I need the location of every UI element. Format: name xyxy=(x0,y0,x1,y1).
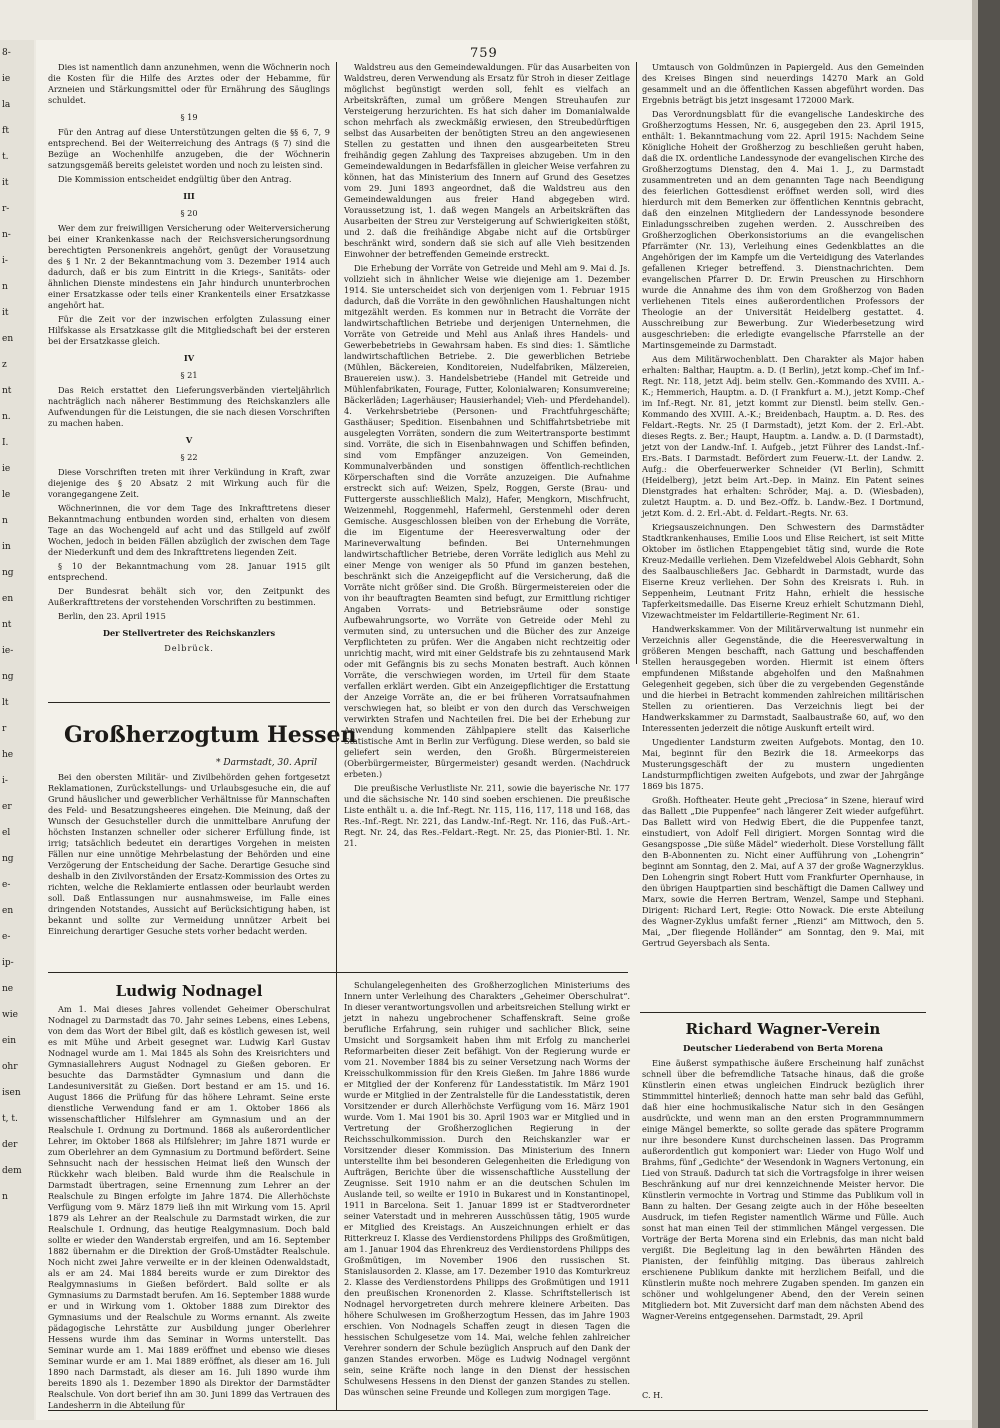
paragraph: Dies ist namentlich dann anzunehmen, wenn die Wöchnerin noch die Kosten für die Hilfe des Arztes oder der Hebamme, für Arzneien und Stärkungsmittel oder für Ernährung des Säuglings schuldet. xyxy=(48,62,330,105)
concert-subtitle: Deutscher Liederabend von Berta Morena xyxy=(682,1044,884,1054)
strip-fragment: he xyxy=(2,750,14,760)
paragraph: Für den Antrag auf diese Unterstützungen gelten die §§ 6, 7, 9 entsprechend. Bei der Weiterreichung des Antrags (§ 7) sind die Bezüge an Wochenhilfe anzugeben, die der Wöchnerin satzungsgemäß bereits geleistet worden und noch zu leisten sind. xyxy=(48,127,330,170)
divider xyxy=(640,1012,926,1013)
paragraph: Großh. Hoftheater. Heute geht „Preciosa“ in Szene, hierauf wird das Ballett „Die Puppenfee“ nach längerer Zeit wieder aufgeführt. Das Ballett wird von Hedwig Ebert, die die Puppenfee tanzt, einstudiert, von Adolf Fell dirigiert. Morgen Sonntag wird die Gesangsposse „Die süße Mädel“ wiederholt. Diese Vorstellung fällt den B-Abonnenten zu. Nicht einer Aufführung von „Lohengrin“ beginnt am Sonntag, den 2. Mai, auf A 37 der große Wagnerzyklus. Den Lohengrin singt Robert Hutt vom Frankfurter Opernhause, in den übrigen Hauptpartien sind beschäftigt die Damen Callwey und Marx, sowie die Herren Bertram, Wenzel, Sampe und Stephani. Dirigent: Richard Lert, Regie: Otto Nowack. Die erste Abteilung des Wagner-Zyklus umfaßt ferner „Rienzi“ am Mittwoch, den 5. Mai, „Der fliegende Holländer“ am Sonntag, den 9. Mai, mit Gertrud Geyersbach als Senta. xyxy=(642,795,924,948)
paragraph: Die preußische Verlustliste Nr. 211, sowie die bayerische Nr. 177 und die sächsische Nr. 140 sind soeben erschienen. Die preußische Liste enthält u. a. die Inf.-Regt. Nr. 115, 116, 117, 118 und 168, das Res.-Inf.-Regt. Nr. 221, das Landw.-Inf.-Regt. Nr. 116, das Fuß.-Art.-Regt. Nr. 24, das Res.-Feldart.-Regt. Nr. 25, das Pionier-Btl. 1. Nr. 21. xyxy=(344,783,630,848)
paragraph: Das Reich erstattet den Lieferungsverbänden vierteljährlich nachträglich nach näherer Bestimmung des Reichskanzlers alle Aufwendungen für die Leistungen, die sie nach diesen Vorschriften zu machen haben. xyxy=(48,385,330,428)
strip-fragment: n xyxy=(2,282,8,292)
strip-fragment: ie xyxy=(2,464,11,474)
paragraph: Handwerkskammer. Von der Militärverwaltung ist nunmehr ein Verzeichnis aller Gegenstände, die die Heeresverwaltung in größeren Mengen beschafft, nach Gattung und beschaffenden Stellen herausgegeben worden. Hiermit ist einem öfters empfundenen Mißstande abgeholfen und den Maßnahmen Gelegenheit gegeben, sich über die zu vergebenden Gegenstände und die hierbei in Betracht kommenden zahlreichen militärischen Stellen zu orientieren. Das Verzeichnis liegt bei der Handwerkskammer zu Darmstadt, Saalbaustraße 60, auf, wo den Interessenten jederzeit die nötige Auskunft erteilt wird. xyxy=(642,624,924,733)
strip-fragment: er xyxy=(2,802,12,812)
hessen-article xyxy=(48,772,330,964)
strip-fragment: r- xyxy=(2,204,10,214)
adjacent-page-strip xyxy=(0,40,34,1420)
signature-initials: C. H. xyxy=(642,1390,663,1400)
strip-fragment: en xyxy=(2,906,14,916)
page-number: 759 xyxy=(470,46,498,61)
strip-fragment: in xyxy=(2,542,11,552)
strip-fragment: der xyxy=(2,1140,18,1150)
nodnagel-article-part-1 xyxy=(48,1004,331,1410)
paragraph: Kriegsauszeichnungen. Den Schwestern des Darmstädter Stadtkrankenhauses, Emilie Loos und Elise Reichert, ist seit Mitte Oktober im östlichen Etappengebiet tätig sind, wurde die Rote Kreuz-Medaille verliehen. Dem Vizefeldwebel Alois Gebhardt, Sohn des Saalbauschließers Jac. Gebhardt in Darmstadt, wurde das Eiserne Kreuz verliehen. Der Sohn des Kreisrats i. Ruh. in Seppenheim, Leutnant Fritz Hahn, erhielt die hessische Tapferkeitsmedaille. Das Eiserne Kreuz erhielt Schutzmann Diehl, Vizewachtmeister im Feldartillerie-Regiment Nr. 61. xyxy=(642,522,924,620)
paragraph: Bei den obersten Militär- und Zivilbehörden gehen fortgesetzt Reklamationen, Zurückstellungs- und Urlaubsgesuche ein, die auf Grund häuslicher und gewerblicher Verhältnisse für Mannschaften des Feld- und Besatzungsheeres eingehen. Die Meinung, daß der Wunsch der Gesuchsteller durch die unmittelbare Anrufung der höchsten Instanzen schneller oder sicherer Erfüllung finde, ist irrig; tatsächlich bedeutet ein derartiges Vorgehen in meisten Fällen nur eine unnötige Mehrbelastung der Behörden und eine Verzögerung der Entscheidung der Sache. Derartige Gesuche sind deshalb in den Zivilvorständen der Ersatz-Kommission des Ortes zu richten, welche die Reklamierte entlassen oder beurlaubt werden soll. Daß Entlassungen nur ausnahmsweise, im Falle eines dringenden Notstandes, Aussicht auf Berücksichtigung haben, ist bekannt und sollte zur Vermeidung unnützer Arbeit bei Einreichung derartiger Gesuche stets vorher bedacht werden. xyxy=(48,772,330,936)
strip-fragment: ne xyxy=(2,984,14,994)
signature-title: Der Stellvertreter des Reichskanzlers xyxy=(102,628,276,638)
strip-fragment: r xyxy=(2,724,7,734)
section-number: § 21 xyxy=(180,370,198,380)
paragraph: Schulangelegenheiten des Großherzoglichen Ministeriums des Innern unter Verleihung des Charakters „Geheimer Oberschulrat“. In dieser verantwortungsvollen und arbeitsreichen Stellung wirkt er jetzt in nahezu ungebrochener Schaffenskraft. Seine große berufliche Erfahrung, sein ruhiger und sachlicher Blick, seine Umsicht und Sorgsamkeit haben ihm mit Erfolg zu mancherlei Reformarbeiten dieser Zeit befähigt. Von der Regierung wurde er vom 21. November 1884 bis zu seiner Versetzung nach Worms der Kreisschulkommission für den Kreis Gießen. Im Jahre 1886 wurde er Mitglied der der Konferenz für Landesstatistik. Im März 1901 wurde er Mitglied in der Zentralstelle für die Landesstatistik, deren Vorsitzender er durch Allerhöchste Verfügung vom 16. März 1901 wurde. Vom 1. Mai 1901 bis 30. April 1903 war er Mitglied und in Vertretung der Großherzoglichen Regierung in der Reichsschulkommission. Durch den Reichskanzler war er Vorsitzender dieser Kommission. Das Ministerium des Innern unterstellte ihm bei besonderen Gelegenheiten die Erledigung von Aufträgen, Berichte über die wissenschaftliche Ausstellung der Zeugnisse. Seit 1910 nahm er an die deutschen Schulen im Auslande teil, so weilte er 1910 in Bukarest und in Konstantinopel, 1911 in Barcelona. Seit 1. Januar 1899 ist er Stadtverordneter seiner Vaterstadt und in mehreren Ausschüssen tätig, 1905 wurde er Mitglied des Kreistags. An Auszeichnungen erhielt er das Ritterkreuz I. Klasse des Verdienstordens Philipps des Großmütigen, am 1. Januar 1904 das Ehrenkreuz des Verdienstordens Philipps des Großmütigen, im November 1906 den russischen St. Stanislausorden 2. Klasse, am 17. Dezember 1910 das Komturkreuz 2. Klasse des Verdienstordens Philipps des Großmütigen und 1911 den preußischen Kronenorden 2. Klasse. Schriftstellerisch ist Nodnagel hervorgetreten durch mehrere kleinere Arbeiten. Das höhere Schulwesen im Großherzogtum Hessen, das im Jahre 1903 erschien. Von Nodnagels Schaffen zeugt in diesen Tagen die hessischen Schulgesetze vom 14. Mai, welche fehlen zahlreicher Verehrer sondern der Schule bezüglich Anspruch auf den Dank der ganzen Standes erworben. Möge es Ludwig Nodnagel vergönnt sein, seine Kräfte noch lange in den Dienst der hessischen Schulwesens Hessens in den Dienst der ganzen Standes zu stellen. Das wünschen seine Freunde und Kollegen zum morgigen Tage. xyxy=(344,980,630,1397)
binding-edge xyxy=(978,0,1000,1428)
paragraph: § 10 der Bekanntmachung vom 28. Januar 1915 gilt entsprechend. xyxy=(48,561,330,582)
strip-fragment: ip- xyxy=(2,958,14,968)
paragraph: Für die Zeit vor der inzwischen erfolgten Zulassung einer Hilfskasse als Ersatzkasse gilt die Mitgliedschaft bei der ersteren bei der Ersatzkasse gleich. xyxy=(48,314,330,346)
section-number: § 22 xyxy=(180,452,198,462)
column-3-text xyxy=(642,62,924,1004)
strip-fragment: en xyxy=(2,594,14,604)
strip-fragment: e- xyxy=(2,932,11,942)
section-number: § 20 xyxy=(180,208,198,218)
paragraph: Diese Vorschriften treten mit ihrer Verkündung in Kraft, zwar diejenige des § 20 Absatz 2 mit Wirkung auch für die vorangegangene Zeit. xyxy=(48,467,330,499)
strip-fragment: t, t. xyxy=(2,1114,18,1124)
section-title-hessen: Großherzogtum Hessen xyxy=(64,722,357,748)
strip-fragment: I. xyxy=(2,438,9,448)
strip-fragment: dem xyxy=(2,1166,22,1176)
strip-fragment: ft xyxy=(2,126,9,136)
strip-fragment: n. xyxy=(2,412,11,422)
strip-fragment: en xyxy=(2,334,14,344)
strip-fragment: isen xyxy=(2,1088,21,1098)
paragraph: Ungedienter Landsturm zweiten Aufgebots. Montag, den 10. Mai, beginnt für den Bezirk die 18. Armeekorps das Musterungsgeschäft der zu mustern ungedienten Landsturmpflichtigen zweiten Aufgebots, und zwar der Jahrgänge 1869 bis 1875. xyxy=(642,737,924,791)
paragraph: Wöchnerinnen, die vor dem Tage des Inkrafttretens dieser Bekanntmachung entbunden worden sind, erhalten von diesem Tage an das Wochengeld auf acht und das Stillgeld auf zwölf Wochen, jedoch in beiden Fällen abzüglich der zwischen dem Tage der Niederkunft und dem des Inkrafttretens liegenden Zeit. xyxy=(48,503,330,557)
nodnagel-article-part-2 xyxy=(344,980,630,1404)
wagner-article xyxy=(642,1058,924,1388)
strip-fragment: wie xyxy=(2,1010,18,1020)
divider xyxy=(48,972,628,973)
strip-fragment: 8- xyxy=(2,48,11,58)
strip-fragment: nt xyxy=(2,386,12,396)
strip-fragment: lt xyxy=(2,698,9,708)
divider xyxy=(48,702,330,703)
strip-fragment: ng xyxy=(2,854,14,864)
strip-fragment: i- xyxy=(2,256,8,266)
paragraph: Waldstreu aus den Gemeindewaldungen. Für das Ausarbeiten von Waldstreu, deren Verwendung als Ersatz für Stroh in dieser Zeitlage möglichst begünstigt werden soll, fehlt es vielfach an Arbeitskräften, zumal um größere Mengen Streuhaufen zur Versteigerung herzurichten. Es hat sich daher im Domanialwalde schon mehrfach als zweckmäßig erwiesen, den Streubedürftigen selbst das Ausarbeiten der benötigten Streu an den angewiesenen Stellen zu gestatten und ihnen den ausgearbeiteten Streu freihändig gegen Zahlung des Taxpreises abzugeben. Um in den Gemeindewaldungen in Bedarfsfällen in gleicher Weise verfahren zu können, hat das Ministerium des Innern auf Grund des Gesetzes vom 29. Juni 1893 angeordnet, daß die Waldstreu aus den Gemeindewaldungen aus freier Hand abgegeben wird. Voraussetzung ist, 1. daß wegen Mangels an Arbeitskräften das Ausarbeiten der Streu zur Versteigerung auf Schwierigkeiten stößt, und 2. daß die freihändige Abgabe nicht auf die Ortsbürger beschränkt wird, sondern daß sie sich auf alle Vieh besitzenden Einwohner der betreffenden Gemeinde erstreckt. xyxy=(344,62,630,259)
strip-fragment: it xyxy=(2,308,9,318)
section-number: § 19 xyxy=(180,112,198,122)
roman-section: V xyxy=(185,435,193,445)
dateline: * Darmstadt, 30. April xyxy=(216,758,317,768)
strip-fragment: ng xyxy=(2,672,14,682)
strip-fragment: ng xyxy=(2,568,14,578)
roman-section: IV xyxy=(183,353,195,363)
column-1-text xyxy=(48,62,330,680)
paragraph: Wer dem zur freiwilligen Versicherung oder Weiterversicherung bei einer Krankenkasse nach der Reichsversicherungsordnung berechtigten Personenkreis angehört, genügt der Vorausetzung des § 1 Nr. 2 der Bekanntmachung vom 3. Dezember 1914 auch dadurch, daß er bis zum Eintritt in die Kriegs-, Sanitäts- oder ähnlichen Dienste mindestens ein Jahr hindurch ununterbrochen einer Ersatzkasse oder teils einer Krankenteils einer Ersatzkasse angehört hat. xyxy=(48,223,330,310)
paragraph: Die Erhebung der Vorräte von Getreide und Mehl am 9. Mai d. Js. vollzieht sich in ähnlicher Weise wie diejenige am 1. Dezember 1914. Sie unterscheidet sich von derjenigen vom 1. Februar 1915 dadurch, daß die Vorräte in den gewöhnlichen Haushaltungen nicht mitgezählt werden. Es kommen nur in Betracht die Vorräte der landwirtschaftlichen Betriebe und derjenigen Unternehmen, die Vorräte von Getreide und Mehl aus Anlaß ihres Handels- und Gewerbebetriebs in Gewahrsam haben. Es sind dies: 1. Sämtliche landwirtschaftlichen Betriebe. 2. Die gewerblichen Betriebe (Mühlen, Bäckereien, Konditoreien, Nudelfabriken, Mälzereien, Brauereien usw.). 3. Handelsbetriebe (Handel mit Getreide und Mühlenfabrikaten, Fourage, Futter, Kolonialwaren; Konsumvereine; Bäckerläden; Lagerhäuser; Hausierhandel; Vieh- und Pferdehandel). 4. Verkehrsbetriebe (Personen- und Frachtfuhrgeschäfte; Gasthäuser; Spedition. Eisenbahnen und Schiffahrtsbetriebe mit ausgelegten Vorräten, sondern die zum Weitertransporte bestimmt sind. Vorräte, die sich in Eisenbahnwagen und Schiffen befinden, sind vom Empfänger anzuzeigen. Von Gemeinden, Kommunalverbänden und sonstigen öffentlich-rechtlichen Körperschaften sind die Vorräte anzuzeigen. Die Aufnahme erstreckt sich auf: Weizen, Spelz, Roggen, Gerste (Brau- und Futtergerste ausschließlich Malz), Hafer, Mengkorn, Mischfrucht, Weizenmehl, Roggenmehl, Hafermehl, Gerstenmehl oder deren Gemische. Ausgeschlossen bleiben von der Erhebung die Vorräte, die im Eigentume der Heeresverwaltung oder der Marineverwaltung befinden. Bei Unternehmungen landwirtschaftlicher Betriebe, deren Vorräte lediglich aus Mehl zu einer Menge von weniger als 50 Pfund im ganzen bestehen, beschränkt sich die Anzeigepflicht auf die Versicherung, daß die Vorräte nicht größer sind. Die Großh. Bürgermeistereien oder die von ihr beauftragten Beamten sind befugt, zur Ermittlung richtiger Angaben Vorrats- und Betriebsräume oder sonstige Aufbewahrungsorte, wo Vorräte von Getreide oder Mehl zu vermuten sind, zu untersuchen und die Bücher des zur Anzeige Verpflichteten zu prüfen. Wer die Angaben nicht rechtzeitig oder unrichtig macht, wird mit einer Geldstrafe bis zu zehntausend Mark oder mit Gefängnis bis zu sechs Monaten bestraft. Auch können Vorräte, die verschwiegen worden, im Urteil für dem Staate verfallen erklärt werden. Gibt ein Anzeigepflichtiger die Erstattung der Anzeige Vorräte an, die er bei früheren Vorratsaufnahmen verschwiegen hat, so bleibt er von den durch das Verschweigen verwirkten Strafen und Nachteilen frei. Die bei der Erhebung zur Anwendung kommenden Zählpapiere stellt das Kaiserliche Statistische Amt in Berlin zur Verfügung. Diese werden, so bald sie geliefert sein werden, den Großh. Bürgermeistereien (Oberbürgermeister, Bürgermeister) gesandt werden. (Nachdruck erbeten.) xyxy=(344,263,630,779)
strip-fragment: t. xyxy=(2,152,9,162)
strip-fragment: la xyxy=(2,100,11,110)
section-title-nodnagel: Ludwig Nodnagel xyxy=(115,982,263,1000)
paragraph: Der Bundesrat behält sich vor, den Zeitpunkt des Außerkrafttretens der vorstehenden Vorschriften zu bestimmen. xyxy=(48,586,330,607)
strip-fragment: z xyxy=(2,360,7,370)
strip-fragment: e- xyxy=(2,880,11,890)
strip-fragment: le xyxy=(2,490,11,500)
paragraph: Eine äußerst sympathische äußere Erscheinung half zunächst schnell über die befremdliche Tatsache hinaus, daß die große Künstlerin einen etwas ungleichen Eindruck bezüglich ihrer Stimmmittel hinterließ; dennoch hatte man sehr bald das Gefühl, daß hier eine hochmusikalische Natur sich in den Gesängen ausdrückte, und wenn man an den ersten Programmnummern einige Mängel bemerkte, so sollte gerade das spätere Programm nur ihre besondere Kunst durchscheinen lassen. Das Programm außerordentlich gut komponiert war: Lieder von Hugo Wolf und Brahms, fünf „Gedichte“ der Wesendonk in Wagners Vertonung, ein Lied von Strauß. Dadurch tat sich die Vortragsfolge in ihrer weisen Beschränkung auf nur drei kennzeichnende Meister hervor. Die Künstlerin vermochte in Vortrag und Stimme das Publikum voll in Bann zu halten. Der Gesang zeigte auch in der Höhe beseelten Ausdruck, im tiefen Register namentlich Wärme und Fülle. Auch sonst hat man einen Teil der stimmlichen Mängel vergessen. Die Vorträge der Berta Morena sind ein Erlebnis, das man nicht bald vergißt. Die Begleitung lag in den bewährten Händen des Pianisten, der feinfühlig mitging. Das überaus zahlreich erschienene Publikum dankte mit herzlichem Beifall, und die Künstlerin mußte noch mehrere Zugaben spenden. Im ganzen ein schöner und wohlgelungener Abend, den der Verein seinen Mitgliedern bot. Mit Zuversicht darf man dem nächsten Abend des Wagner-Vereins entgegensehen. Darmstadt, 29. April xyxy=(642,1058,924,1321)
signature-name: Delbrück. xyxy=(164,643,214,653)
paragraph: Am 1. Mai dieses Jahres vollendet Geheimer Oberschulrat Nodnagel zu Darmstadt das 70. Jahr seines Lebens, eines Lebens, von dem das Wort der Bibel gilt, daß es köstlich gewesen ist, weil es mit Mühe und Arbeit gesegnet war. Ludwig Karl Gustav Nodnagel wurde am 1. Mai 1845 als Sohn des Kreisrichters und Gymnasiallehrers August Nodnagel zu Gießen geboren. Er besuchte das Darmstädter Gymnasium und dann die Landesuniversität zu Gießen. Dort bestand er am 15. und 16. August 1866 die Prüfung für das höhere Lehramt. Seine erste dienstliche Verwendung fand er am 1. Oktober 1866 als wissenschaftlicher Hilfslehrer am Gymnasium und an der Realschule I. Ordnung zu Dortmund. 1868 als außerordentlicher Lehrer, im Oktober 1868 als Hilfslehrer; im Jahre 1871 wurde er zum Oberlehrer an dem Gymnasium zu Dortmund befördert. Seine Sehnsucht nach der hessischen Heimat ließ den Wunsch der Rückkehr wach bleiben. Bald wurde ihm die Realschule in Darmstadt übertragen, seine Ernennung zum Lehrer an der Realschule zu Bingen erfolgte im Jahre 1874. Die Allerhöchste Verfügung vom 9. März 1879 ließ ihn mit Wirkung vom 15. April 1879 als Lehrer an der Realschule zu Darmstadt wirken, die zur Realschule I. Ordnung, das heutige Realgymnasium. Doch bald sollte er wieder den Wanderstab ergreifen, und am 16. September 1882 übernahm er die Direktion der Groß-Umstädter Realschule. Noch nicht zwei Jahre verweilte er in der kleinen Odenwaldstadt, als er am 24. Mai 1884 bereits wurde er zum Direktor des Realgymnasiums in Gießen befördert. Bald sollte er als Gymnasiums zu Darmstadt berufen. Am 16. September 1888 wurde er und in Wirkung vom 1. Oktober 1888 zum Direktor des Gymnasiums und der Realschule zu Worms ernannt. Als zweite pädagogische Lehrstätte zur Ausbildung junger Oberlehrer Hessens wurde ihm das Seminar in Worms unterstellt. Das Seminar wurde am 1. Mai 1889 eröffnet und ebenso wie dieses Seminar wurde er am 1. Mai 1889 eröffnet, als dieser am 16. Juli 1890 nach Darmstadt, als dieser am 16. Juli 1890 wurde ihm bereits 1890 als 1. Dezember 1890 als Direktor der Darmstädter Realschule. Von dort berief ihn am 30. Juni 1899 das Vertrauen des Landesherrn in die Abteilung für xyxy=(48,1004,331,1410)
column-2-text xyxy=(344,62,630,848)
roman-section: III xyxy=(183,191,195,201)
strip-fragment: n xyxy=(2,1192,8,1202)
strip-fragment: nt xyxy=(2,620,12,630)
strip-fragment: n- xyxy=(2,230,11,240)
paragraph: Umtausch von Goldmünzen in Papiergeld. Aus den Gemeinden des Kreises Bingen sind neuerdings 14270 Mark an Gold gesammelt und an die öffentlichen Kassen abgeführt worden. Das Ergebnis beträgt bis jetzt insgesamt 172000 Mark. xyxy=(642,62,924,105)
strip-fragment: ohr xyxy=(2,1062,18,1072)
paragraph: Aus dem Militärwochenblatt. Den Charakter als Major haben erhalten: Balthar, Hauptm. a. D. (I Berlin), jetzt komp.-Chef im Inf.-Regt. Nr. 118, jetzt Adj. beim stellv. Gen.-Kommando des XVIII. A.-K.; Hemmerich, Hauptm. a. D. (I Frankfurt a. M.), jetzt Komp.-Chef im Inf.-Regt. Nr. 81, jetzt kommt zur Dienstl. beim stellv. Gen.-Kommando des XVIII. A.-K.; Breidenbach, Hauptm. a. D. Res. des Feldart.-Regts. Nr. 25 (I Darmstadt), jetzt Kom. der 2. Erl.-Abt. dieses Regts. z. Ber.; Haupt, Hauptm. a. Landw. a. D. (I Darmstadt), jetzt von der Landw.-Inf. I. Aufgeb., jetzt Führer des Landst.-Inf.-Ers.-Bats. I Darmstadt. Befördert zum Feuerw.-Lt. der Landw. 2. Aufg.: die Oberfeuerwerker Schneider (VI Berlin), Schmitt (Heidelberg), jetzt beim Art.-Dep. in Mainz. Ein Patent seines Dienstgrades hat erhalten: Schröder, Maj. a. D. (Wiesbaden), zuletzt Hauptm. a. D. und Bez.-Offz. b. Landw.-Bez. I Dortmund, jetzt Kom. d. 2. Erl.-Abt. d. Feldart.-Regts. Nr. 63. xyxy=(642,354,924,518)
strip-fragment: el xyxy=(2,828,11,838)
strip-fragment: ie xyxy=(2,74,11,84)
section-title-wagner: Richard Wagner-Verein xyxy=(685,1020,881,1038)
strip-fragment: n xyxy=(2,516,8,526)
strip-fragment: ein xyxy=(2,1036,17,1046)
column-rule-2 xyxy=(636,62,637,664)
strip-fragment: ie- xyxy=(2,646,14,656)
strip-fragment: it xyxy=(2,178,9,188)
strip-fragment: i- xyxy=(2,776,8,786)
bottom-rule xyxy=(48,1410,928,1411)
paragraph: Das Verordnungsblatt für die evangelische Landeskirche des Großherzogtums Hessen, Nr. 6, ausgegeben den 23. April 1915, enthält: 1. Bekanntmachung vom 22. April 1915: Nachdem Seine Königliche Hoheit der Großherzog zu beschließen geruht haben, daß die IX. ordentliche Landessynode der evangelischen Kirche des Großherzogtums Dienstag, den 4. Mai 1. J., zu Darmstadt zusammentreten und an dem genannten Tage nach Beendigung des feierlichen Gottesdienst eröffnet werden soll, wird dies hierdurch mit dem Bemerken zur öffentlichen Kenntnis gebracht, daß den einzelnen Mitgliedern der Landessynode besondere Einladungsschreiben zugehen werden. 2. Ausschreiben des Großherzoglichen Oberkonsistoriums an die evangelischen Pfarrämter (Nr. 13), Verleihung eines Gedenkblattes an die Angehörigen der im Kampfe um die Verteidigung des Vaterlandes gefallenen Krieger betreffend. 3. Dienstnachrichten. Dem evangelischen Pfarrer D. Dr. Erwin Preuschen zu Hirschhorn wurde die Annahme des ihm von dem Großherzog von Baden verliehenen Titels eines außerordentlichen Professors der Theologie an der Universität Heidelberg gestattet. 4. Ausschreibung zur Bewerbung. Zur Wiederbesetzung wird ausgeschrieben: die erledigte evangelische Pfarrstelle an der Martinsgemeinde zu Darmstadt. xyxy=(642,109,924,350)
paragraph: Die Kommission entscheidet endgültig über den Antrag. xyxy=(58,174,292,184)
place-date: Berlin, den 23. April 1915 xyxy=(58,611,166,621)
